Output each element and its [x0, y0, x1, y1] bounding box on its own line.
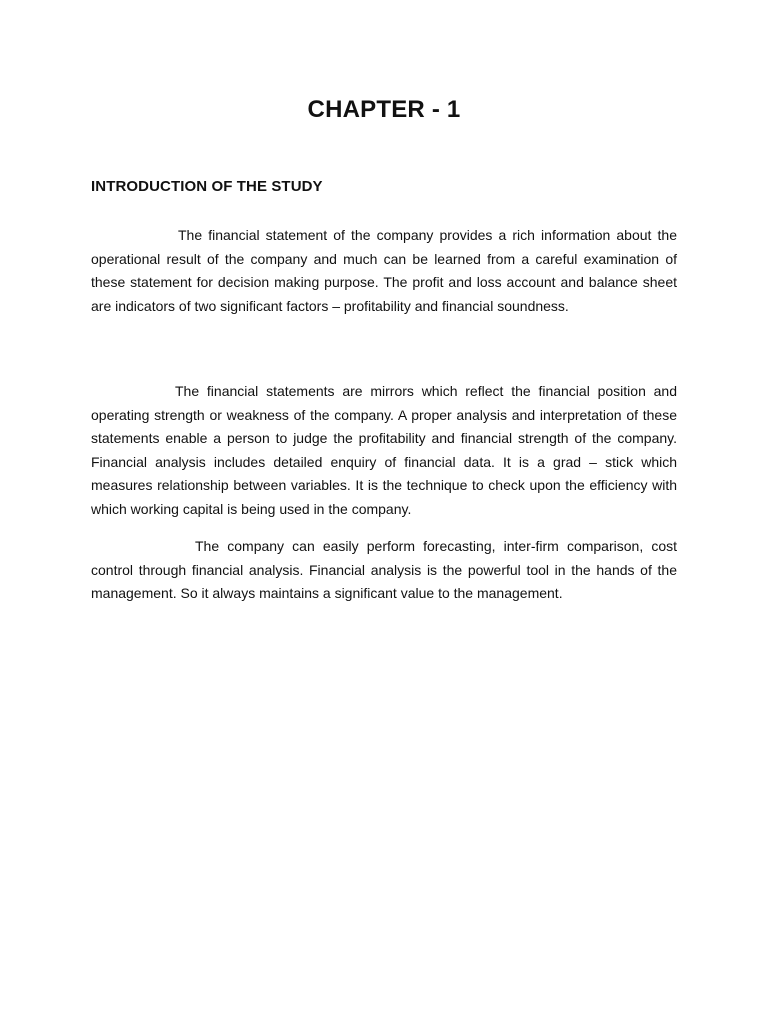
chapter-title: CHAPTER - 1 — [307, 96, 461, 123]
paragraph-3: The company can easily perform forecasting, inter-firm comparison, cost control through financial analysis. Financial analysis is the powerful tool in the hands of the management. So it always maintains a significant value to the management. — [91, 538, 677, 601]
section-heading: INTRODUCTION OF THE STUDY — [91, 178, 323, 195]
paragraph-1: The financial statement of the company provides a rich information about the operational result of the company and much can be learned from a careful examination of these statement for decision making purpose. The profit and loss account and balance sheet are indicators of two significant factors – profitability and financial soundness. — [91, 227, 677, 314]
paragraph-2: The financial statements are mirrors which reflect the financial position and operating strength or weakness of the company. A proper analysis and interpretation of these statements enable a person to judge the profitability and financial strength of the company. Financial analysis includes detailed enquiry of financial data. It is a grad – stick which measures relationship between variables. It is the technique to check upon the efficiency with which working capital is being used in the company. — [91, 383, 677, 517]
